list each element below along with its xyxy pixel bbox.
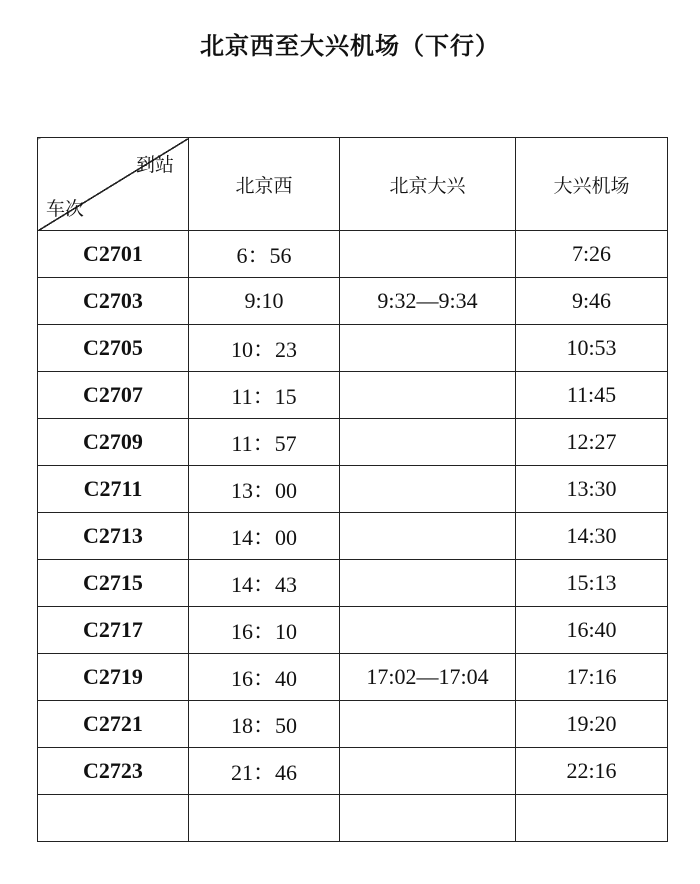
beijingdaxing-stop-cell — [340, 795, 516, 842]
beijingdaxing-stop-cell — [340, 325, 516, 372]
train-number-cell: C2707 — [38, 372, 189, 419]
beijingxi-departure-cell: 10：23 — [189, 325, 340, 372]
daxingjichang-arrival-cell: 11:45 — [516, 372, 668, 419]
daxingjichang-arrival-cell: 16:40 — [516, 607, 668, 654]
daxingjichang-arrival-cell: 15:13 — [516, 560, 668, 607]
train-number-cell: C2711 — [38, 466, 189, 513]
beijingxi-departure-cell: 16：40 — [189, 654, 340, 701]
header-row — [38, 138, 668, 231]
daxingjichang-arrival-cell — [516, 795, 668, 842]
beijingdaxing-stop-cell — [340, 748, 516, 795]
page-title: 北京西至大兴机场（下行） — [200, 32, 500, 60]
train-number-label: 车次 — [46, 198, 85, 220]
beijingdaxing-stop-cell — [340, 372, 516, 419]
daxingjichang-arrival-cell: 14:30 — [516, 513, 668, 560]
beijingxi-departure-cell: 11：57 — [189, 419, 340, 466]
beijingdaxing-stop-cell — [340, 513, 516, 560]
daxingjichang-arrival-cell: 19:20 — [516, 701, 668, 748]
beijingxi-departure-cell: 11：15 — [189, 372, 340, 419]
table-row — [38, 231, 668, 278]
column-header-beijingxi: 北京西 — [189, 138, 340, 231]
train-number-cell: C2701 — [38, 231, 189, 278]
train-number-cell: C2721 — [38, 701, 189, 748]
table-row — [38, 560, 668, 607]
beijingdaxing-stop-cell: 9:32—9:34 — [340, 278, 516, 325]
train-number-cell: C2723 — [38, 748, 189, 795]
table-row — [38, 372, 668, 419]
table-row — [38, 607, 668, 654]
table-row — [38, 466, 668, 513]
timetable — [37, 137, 668, 842]
timetable-body — [38, 231, 668, 842]
beijingdaxing-stop-cell — [340, 419, 516, 466]
train-number-cell: C2719 — [38, 654, 189, 701]
beijingxi-departure-cell: 14：43 — [189, 560, 340, 607]
beijingxi-departure-cell: 6：56 — [189, 231, 340, 278]
empty-table-row — [38, 795, 668, 842]
table-row — [38, 701, 668, 748]
train-number-cell: C2715 — [38, 560, 189, 607]
column-header-daxingjichang: 大兴机场 — [516, 138, 668, 231]
train-number-cell: C2703 — [38, 278, 189, 325]
beijingxi-departure-cell: 18：50 — [189, 701, 340, 748]
arrival-station-label: 到站 — [135, 154, 174, 176]
table-row — [38, 748, 668, 795]
beijingxi-departure-cell: 21：46 — [189, 748, 340, 795]
daxingjichang-arrival-cell: 10:53 — [516, 325, 668, 372]
beijingxi-departure-cell: 13：00 — [189, 466, 340, 513]
beijingdaxing-stop-cell — [340, 466, 516, 513]
table-row — [38, 654, 668, 701]
daxingjichang-arrival-cell: 13:30 — [516, 466, 668, 513]
beijingdaxing-stop-cell — [340, 701, 516, 748]
table-row — [38, 278, 668, 325]
train-number-cell: C2705 — [38, 325, 189, 372]
column-header-beijingdaxing: 北京大兴 — [340, 138, 516, 231]
train-number-cell — [38, 795, 189, 842]
beijingdaxing-stop-cell — [340, 231, 516, 278]
beijingxi-departure-cell: 16：10 — [189, 607, 340, 654]
beijingdaxing-stop-cell — [340, 607, 516, 654]
daxingjichang-arrival-cell: 22:16 — [516, 748, 668, 795]
beijingxi-departure-cell — [189, 795, 340, 842]
train-number-cell: C2713 — [38, 513, 189, 560]
daxingjichang-arrival-cell: 17:16 — [516, 654, 668, 701]
corner-cell — [38, 138, 189, 231]
train-number-cell: C2717 — [38, 607, 189, 654]
table-row — [38, 419, 668, 466]
daxingjichang-arrival-cell: 12:27 — [516, 419, 668, 466]
beijingxi-departure-cell: 9:10 — [189, 278, 340, 325]
beijingdaxing-stop-cell: 17:02—17:04 — [340, 654, 516, 701]
daxingjichang-arrival-cell: 9:46 — [516, 278, 668, 325]
table-row — [38, 513, 668, 560]
beijingxi-departure-cell: 14：00 — [189, 513, 340, 560]
train-number-cell: C2709 — [38, 419, 189, 466]
beijingdaxing-stop-cell — [340, 560, 516, 607]
table-row — [38, 325, 668, 372]
daxingjichang-arrival-cell: 7:26 — [516, 231, 668, 278]
timetable-header — [38, 138, 668, 231]
